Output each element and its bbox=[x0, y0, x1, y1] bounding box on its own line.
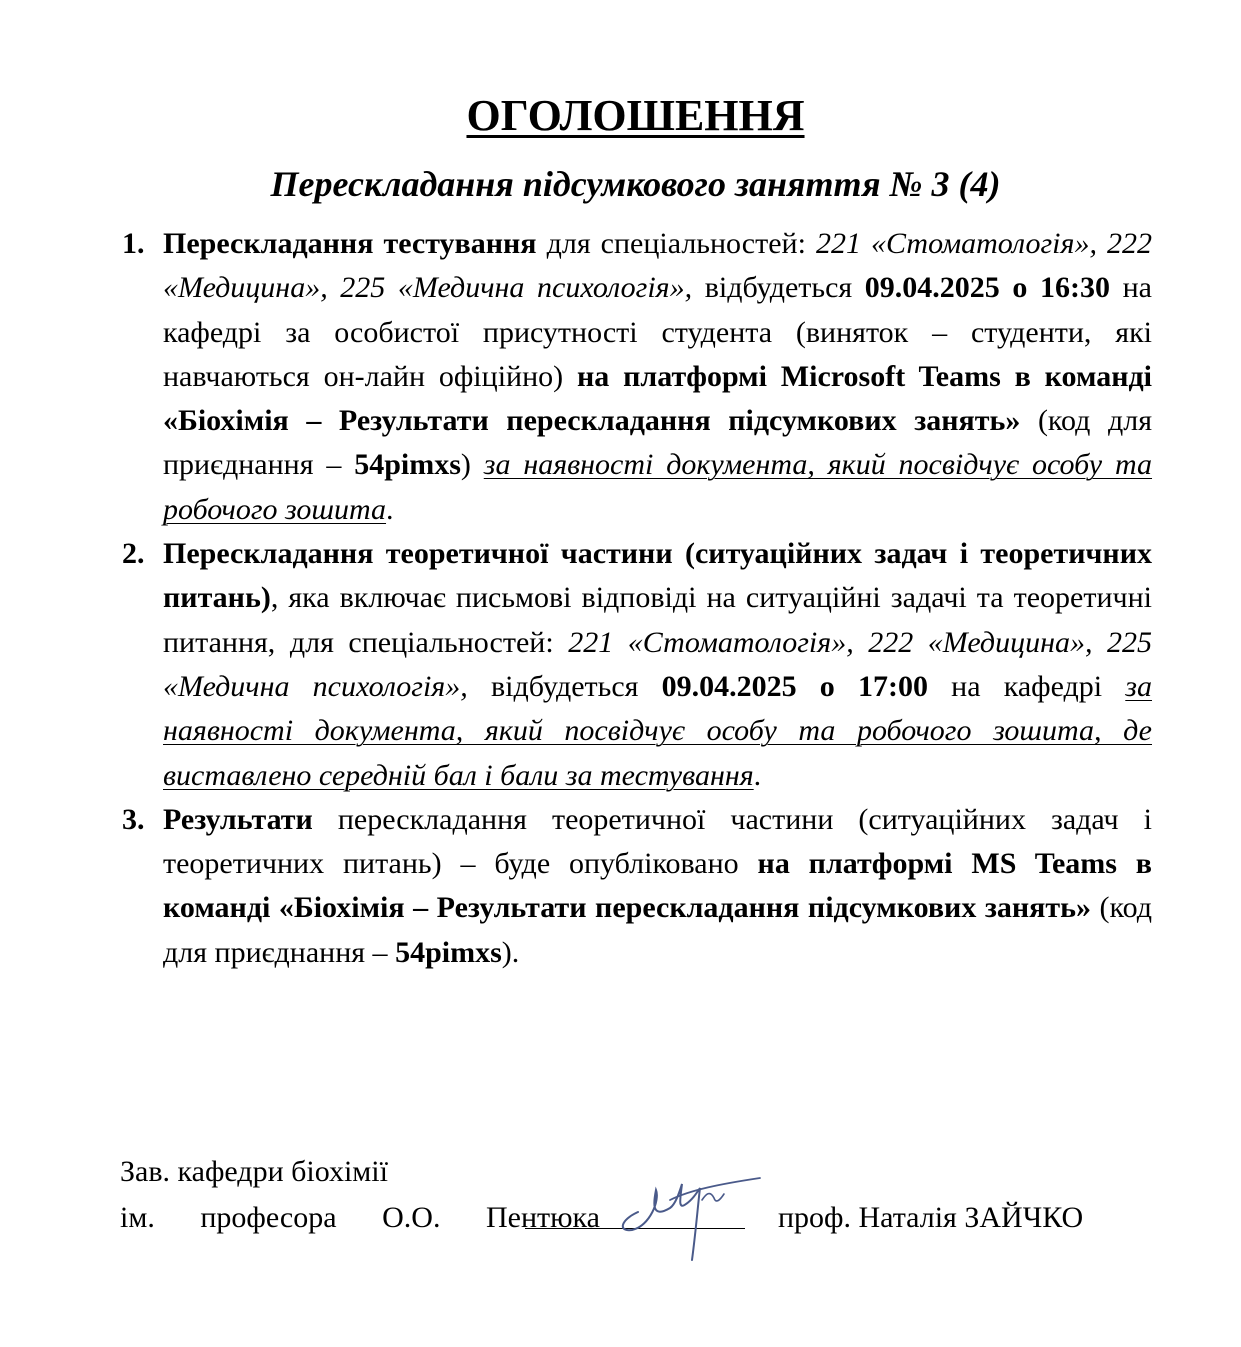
item-text-segment: відбудеться bbox=[692, 271, 865, 305]
item-text-segment: за наявності документа, який посвідчує особу та робочого зошита bbox=[163, 448, 1153, 526]
item-text-segment: 54pimxs bbox=[395, 935, 502, 969]
item-text-segment: 09.04.2025 о 17:00 bbox=[661, 669, 928, 703]
item-number: 2. bbox=[122, 537, 145, 571]
item-text-segment: на кафедрі за особистої присутності студента (виняток – студенти, які навчаються он-лайн офіційно) bbox=[163, 271, 1152, 393]
signatory-word: професора bbox=[200, 1201, 337, 1234]
item-text-segment: . bbox=[753, 758, 762, 792]
announcement-item bbox=[122, 222, 1153, 532]
announcement-item bbox=[122, 798, 1152, 975]
item-number: 1. bbox=[122, 227, 145, 260]
item-text-segment: (код для приєднання – bbox=[163, 891, 1152, 969]
item-text-segment: за наявності документа, який посвідчує особу та робочого зошита, де виставлено середній бал і бали за тестування bbox=[163, 669, 1152, 792]
signatory-title-line1: Зав. кафедри біохімії bbox=[120, 1155, 388, 1188]
item-text-segment: 54pimxs bbox=[354, 448, 461, 482]
item-text-segment: на платформі Microsoft Teams в команді «Біохімія – Результати перескладання підсумкових занять» bbox=[163, 359, 1152, 438]
item-text-segment: 221 «Стоматологія», 222 «Медицина», 225 «Медична психологія», bbox=[163, 227, 1152, 305]
item-text-segment: ) bbox=[460, 448, 484, 482]
signatory-name: проф. Наталія ЗАЙЧКО bbox=[778, 1201, 1084, 1234]
item-text-segment: . bbox=[386, 492, 394, 526]
item-text-segment: перескладання теоретичної частини (ситуаційних задач і теоретичних питань) – буде опубліковано bbox=[163, 802, 1152, 881]
signatory-title-line2 bbox=[120, 1196, 600, 1240]
signatory-word: ім. bbox=[120, 1201, 155, 1234]
item-text-segment: Перескладання тестування bbox=[163, 227, 537, 260]
signatory-word: О.О. bbox=[382, 1201, 441, 1234]
item-text-segment: на кафедрі bbox=[927, 669, 1126, 703]
item-text-segment: (код для приєднання – bbox=[163, 404, 1152, 482]
item-text-segment: на платформі MS Teams в команді «Біохімія – Результати перескладання підсумкових занять» bbox=[163, 847, 1152, 925]
item-text-segment: 221 «Стоматологія», 222 «Медицина», 225 «Медична психологія», bbox=[163, 625, 1152, 703]
item-number: 3. bbox=[122, 802, 145, 836]
document-subtitle: Перескладання підсумкового заняття № 3 (4) bbox=[270, 164, 1001, 204]
handwritten-signature bbox=[610, 1160, 770, 1270]
item-text-segment: для спеціальностей: bbox=[536, 227, 816, 260]
item-text-segment: Результати bbox=[163, 802, 313, 836]
announcement-list bbox=[122, 222, 1153, 975]
item-text-segment: , яка включає письмові відповіді на ситуаційні задачі та теоретичні питання, для спеціальностей: bbox=[163, 581, 1152, 659]
item-text-segment: відбудеться bbox=[467, 669, 662, 703]
document-title: ОГОЛОШЕННЯ bbox=[466, 91, 805, 140]
item-text-segment: Перескладання теоретичної частини (ситуаційних задач і теоретичних питань) bbox=[163, 537, 1152, 615]
item-text-segment: 09.04.2025 о 16:30 bbox=[864, 271, 1111, 305]
signatory-word: Пентюка bbox=[486, 1201, 600, 1234]
announcement-item bbox=[122, 532, 1152, 798]
item-text-segment: ). bbox=[501, 935, 520, 969]
